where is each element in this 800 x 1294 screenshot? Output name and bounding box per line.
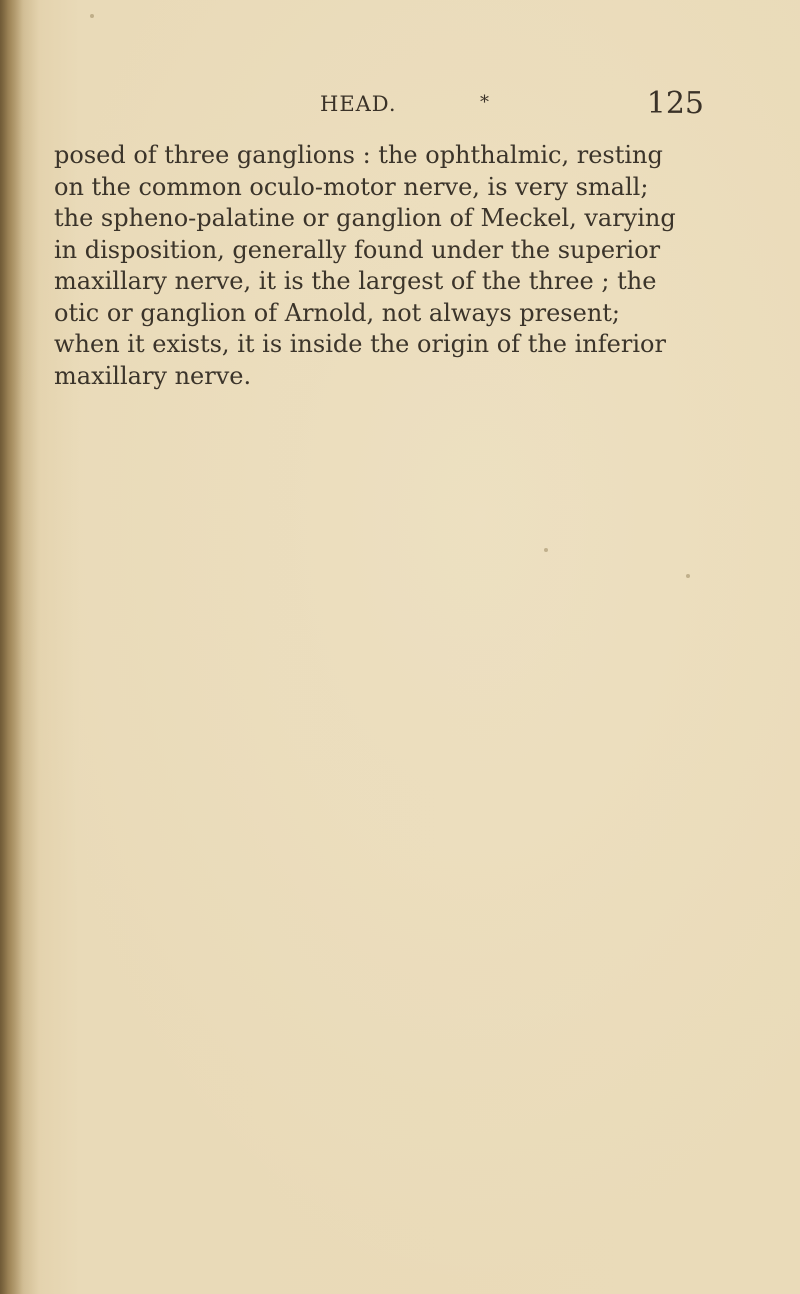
text-line: in disposition, generally found under the superior — [54, 235, 661, 264]
text-line: otic or ganglion of Arnold, not always present; — [54, 298, 621, 327]
text-line: when it exists, it is inside the origin of the inferior — [54, 330, 666, 358]
header-ornament: * — [480, 92, 489, 113]
page-gutter-shadow — [0, 0, 38, 1294]
page-number: 125 — [646, 86, 704, 121]
paper-speck — [90, 14, 94, 18]
running-head: HEAD. — [320, 92, 397, 116]
text-line: maxillary nerve, it is the largest of the three ; the — [54, 267, 657, 295]
paper-speck — [544, 548, 548, 552]
page-header — [52, 86, 704, 126]
paper-speck — [686, 574, 690, 578]
text-line: posed of three ganglions : the ophthalmic, resting — [54, 141, 663, 169]
text-line: maxillary nerve. — [54, 361, 252, 390]
body-paragraph — [54, 140, 714, 392]
text-line: the spheno-palatine or ganglion of Meckel, varying — [54, 204, 676, 232]
text-line: on the common oculo-motor nerve, is very small; — [54, 172, 649, 201]
